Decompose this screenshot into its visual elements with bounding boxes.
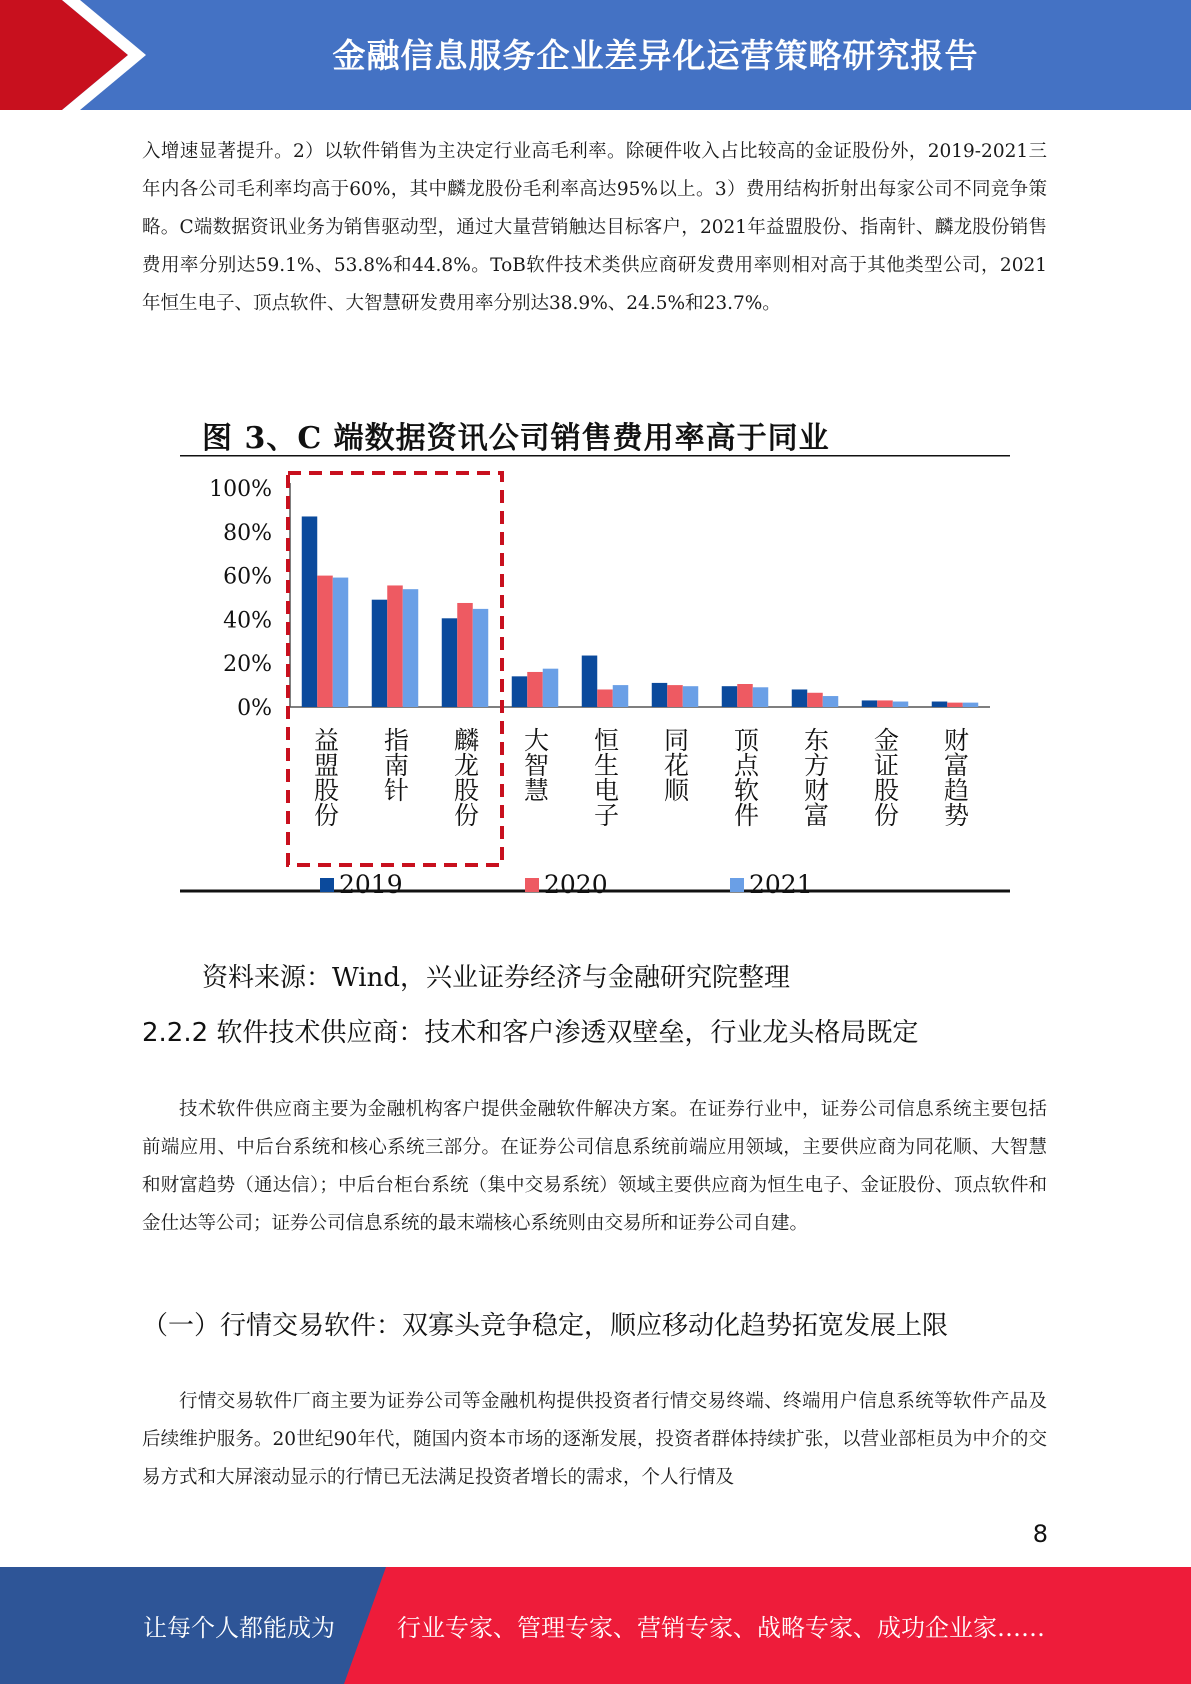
y-tick-label: 80% [223,520,272,546]
bar-2019 [862,700,878,707]
bar-2019 [302,516,318,707]
bar-2021 [753,687,769,707]
x-category-label: 财富趋势 [940,727,970,827]
figure-3 [180,405,1010,1005]
figure-source: 资料来源：Wind，兴业证券经济与金融研究院整理 [202,963,790,993]
x-category-label: 顶点软件 [730,727,760,827]
bar-2019 [372,600,388,707]
y-tick-label: 0% [237,696,272,721]
bar-2020 [667,685,683,707]
bar-2020 [597,689,613,707]
bar-2019 [512,676,528,707]
section-2-2-2-body [142,1091,1047,1243]
bar-2020 [527,672,543,707]
x-category-label: 金证股份 [870,727,900,827]
bar-2020 [387,585,403,707]
x-category-label: 恒生电子 [590,727,620,827]
legend-label-2020: 2020 [544,870,608,899]
bar-2021 [403,589,419,707]
section-one-body [142,1383,1047,1497]
bar-2019 [442,618,458,707]
x-category-label: 东方财富 [800,727,830,827]
legend-swatch-2020 [525,878,539,892]
y-tick-label: 40% [223,608,272,634]
bar-2020 [457,603,473,707]
bar-2020 [877,700,893,707]
y-tick-label: 60% [223,564,272,590]
bar-2019 [652,683,668,707]
legend-swatch-2019 [320,878,334,892]
bar-2021 [613,685,629,707]
bar-chart [180,455,1010,955]
bar-2021 [473,609,489,707]
y-tick-label: 20% [223,652,272,678]
bar-2020 [737,684,753,707]
legend-label-2021: 2021 [749,870,813,899]
bar-2021 [683,686,699,707]
page-number: 8 [1032,1520,1048,1548]
x-category-label: 麟龙股份 [450,727,480,827]
bar-2020 [317,576,333,707]
bar-2020 [947,703,963,707]
section-one-paragraph: 行情交易软件厂商主要为证券公司等金融机构提供投资者行情交易终端、终端用户信息系统等软件产品及后续维护服务。20世纪90年代，随国内资本市场的逐渐发展，投资者群体持续扩张，以营业部柜员为中介的交易方式和大屏滚动显示的行情已无法满足投资者增长的需求，个人行情及 [142,1391,1047,1488]
bar-2021 [893,702,909,707]
legend-swatch-2021 [730,878,744,892]
figure-title: 图 3、C 端数据资讯公司销售费用率高于同业 [202,421,830,456]
intro-paragraph-block [142,133,1047,323]
x-category-label: 同花顺 [660,727,690,802]
x-category-label: 大智慧 [520,727,550,802]
bar-2019 [932,702,948,707]
intro-paragraph: 入增速显著提升。2）以软件销售为主决定行业高毛利率。除硬件收入占比较高的金证股份外，2019-2021三年内各公司毛利率均高于60%，其中麟龙股份毛利率高达95%以上。3）费用结构折射出每家公司不同竞争策略。C端数据资讯业务为销售驱动型，通过大量营销触达目标客户，2021年益盟股份、指南针、麟龙股份销售费用率分别达59.1%、53.8%和44.8%。ToB软件技术类供应商研发费用率则相对高于其他类型公司，2021年恒生电子、顶点软件、大智慧研发费用率分别达38.9%、24.5%和23.7%。 [142,141,1047,314]
bar-2020 [807,693,823,707]
bar-2021 [543,669,559,707]
bar-2019 [792,689,808,707]
bar-2021 [823,696,839,707]
section-2-2-2-paragraph: 技术软件供应商主要为金融机构客户提供金融软件解决方案。在证券行业中，证券公司信息系统主要包括前端应用、中后台系统和核心系统三部分。在证券公司信息系统前端应用领域，主要供应商为同花顺、大智慧和财富趋势（通达信）；中后台柜台系统（集中交易系统）领域主要供应商为恒生电子、金证股份、顶点软件和金仕达等公司；证券公司信息系统的最末端核心系统则由交易所和证券公司自建。 [142,1099,1047,1234]
section-heading-one: （一）行情交易软件：双寡头竞争稳定，顺应移动化趋势拓宽发展上限 [142,1311,949,1341]
page-footer [0,1567,1191,1684]
footer-slogan-left: 让每个人都能成为 [143,1614,335,1642]
x-category-label: 指南针 [380,727,410,802]
legend-label-2019: 2019 [339,870,403,899]
bar-2019 [582,656,598,707]
report-title: 金融信息服务企业差异化运营策略研究报告 [332,35,979,75]
bar-2021 [963,703,979,707]
bar-2021 [333,578,349,707]
page-header [0,0,1191,110]
section-heading-2-2-2: 2.2.2 软件技术供应商：技术和客户渗透双壁垒，行业龙头格局既定 [142,1018,919,1048]
bar-2019 [722,686,738,707]
footer-slogan-right: 行业专家、管理专家、营销专家、战略专家、成功企业家…… [397,1614,1045,1642]
y-tick-label: 100% [209,477,272,502]
x-category-label: 益盟股份 [310,727,340,827]
